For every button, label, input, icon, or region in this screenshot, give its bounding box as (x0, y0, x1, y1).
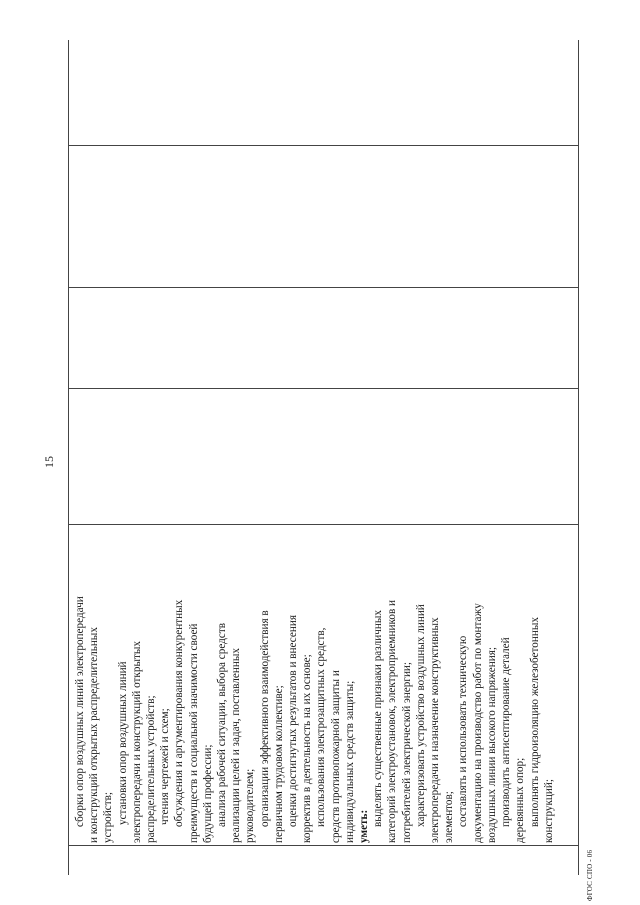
text-line: преимуществ и социальной значимости своей (187, 623, 200, 843)
text-line: деревянных опор; (514, 757, 527, 843)
text-line: категорий электроустановок, электроприемников и (386, 599, 399, 843)
footer-label: ФГОС СПО - 06 (586, 849, 594, 901)
text-line: выполнять гидроизоляцию железобетонных (528, 617, 541, 827)
text-line: характеризовать устройство воздушных линий (414, 604, 427, 827)
text-line: средств противопожарной защиты и (329, 670, 342, 843)
table-left-border (69, 845, 578, 846)
text-line: воздушных линии высокого напряжения; (485, 647, 498, 843)
text-line: использования электрозащитных средств, (315, 627, 328, 827)
text-line: документацию на производство работ по монтажу (471, 603, 484, 843)
text-line: и конструкций открытых распределительных (88, 627, 101, 843)
page-number: 15 (42, 456, 56, 468)
text-line: сборки опор воздушных линий электропередачи (74, 596, 86, 827)
text-line: организации эффективного взаимодействия в (258, 610, 271, 827)
text-line: составлять и использовать техническую (457, 635, 470, 827)
requirements-cell (73, 527, 556, 843)
section-heading: уметь: (358, 809, 371, 843)
text-line: обсуждения и аргументирования конкурентных (173, 599, 186, 827)
text-line: потребителей электрической энергии; (400, 661, 413, 843)
text-line: устройств; (102, 791, 115, 843)
text-line: производить антисептирование деталей (500, 637, 513, 827)
column-divider-3 (69, 287, 578, 288)
text-line: реализации целей и задач, поставленных (230, 648, 243, 843)
text-line: элементов; (443, 791, 456, 843)
text-line: установки опор воздушных линий (116, 661, 129, 825)
column-divider-1 (69, 524, 578, 525)
text-line: распределительных устройств; (145, 695, 158, 843)
text-line: индивидуальных средств защиты; (343, 680, 356, 843)
text-line: руководителем; (244, 768, 257, 843)
column-divider-2 (69, 388, 578, 389)
text-line: электропередачи и назначение конструктивных (429, 617, 442, 843)
text-line: оценки достигнутых результатов и внесения (287, 615, 300, 827)
text-line: анализа рабочей ситуации, выбора средств (216, 622, 229, 827)
text-line: чтения чертежей и схем; (159, 708, 172, 825)
text-line: первичном трудовом коллективе; (272, 685, 285, 843)
text-line: электропередачи и конструкций открытых (130, 641, 143, 843)
text-line: выделять существенные признаки различных (372, 610, 385, 827)
text-line: конструкций; (542, 779, 555, 843)
text-line: корректив в деятельность на их основе; (301, 654, 314, 843)
column-divider-4 (69, 145, 578, 146)
competency-table (68, 40, 579, 875)
text-line: будущей профессии; (201, 744, 214, 843)
